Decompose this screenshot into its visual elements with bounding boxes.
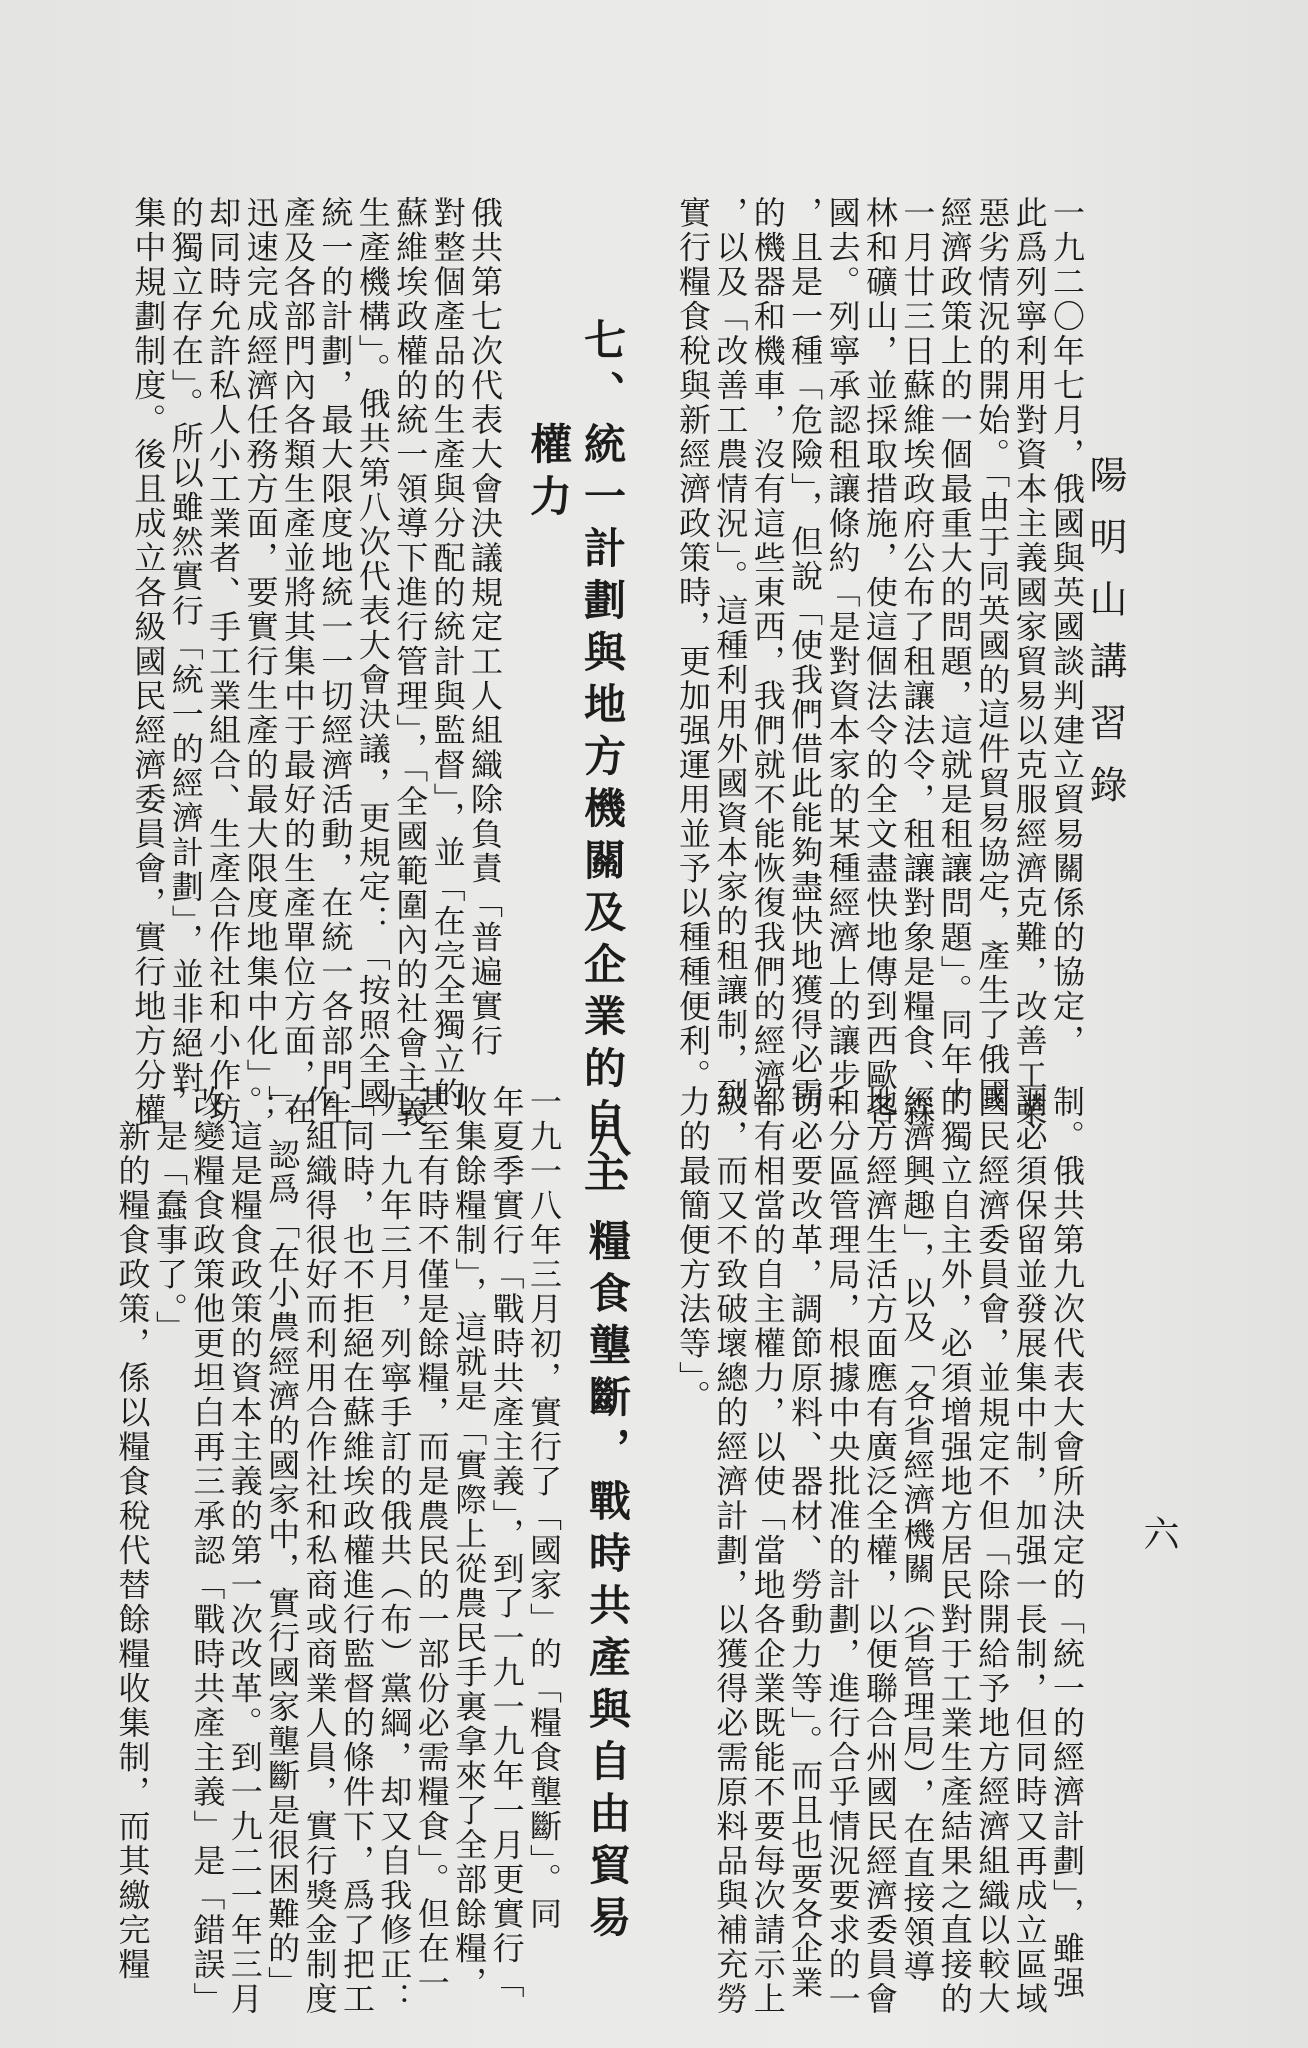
- page-number: 六: [1138, 1515, 1179, 1551]
- section-heading-8: 八、糧食壟斷，戰時共產與自由貿易: [583, 1115, 632, 1947]
- text-block-upper-right: 一九二〇年七月，俄國與英國談判建立貿易關係的協定， 此爲列寧利用對資本主義國家貿易以克服經濟克難，改善工業 惡劣情況的開始。「由于同英國的這件貿易協定，產生了俄國 經濟政策上的一個最重大的問題，這就是租讓問題」。同年十 一月廿三日蘇維埃政府公布了租讓法令，租讓對象是糧食、森 林和礦山，並採取措施，使這個法令的全文盡快地傳到西歐各 國去。列寧承認租讓條約「是對資本家的某種經濟上的讓步」 ，且是一種「危險」，但說「使我們借此能夠盡快地獲得必需 的機器和機車，沒有這些東西，我們就不能恢復我們的經濟」 ，以及「改善工農情況」。這種利用外國資本家的租讓制，到 實行糧食稅與新經濟政策時，更加强運用並予以種種便利。: [673, 196, 1086, 1128]
- text-block-upper-left: 俄共第七次代表大會決議規定工人組織除負責「普遍實行 對整個產品的生產與分配的統計與監督」，並「在完全獨立的 蘇維埃政權的統一領導下進行管理」，「全國範圍內的社會主義 生產機構」。俄共第八次代表大會決議，更規定：「按照全國 統一的計劃，最大限度地統一一切經濟活動，在統一各部門生 產及各部門內各類生產並將其集中于最好的生產單位方面，在 迅速完成經濟任務方面，要實行生產的最大限度地集中化」； 却同時允許私人小工業者、手工業組合、生產合作社和小作坊 的獨立存在」。所以雖然實行「統一的經濟計劃」，並非絕對 集中規劃制度。後且成立各級國民經濟委員會，實行地方分權: [129, 196, 504, 1130]
- text-block-lower-right: 制。俄共第九次代表大會所決定的「統一的經濟計劃」，雖强 調必須保留並發展集中制，加强一長制，但同時又再成立區域 國民經濟委員會，並規定不但「除開給予地方經濟組織以較大 的獨立自主外，必須增强地方居民對于工業生產結果之直接的 經濟興趣」，以及「各省經濟機關（省管理局），在直接領導 地方經濟生活方面應有廣泛全權，以便聯合州國民經濟委員會 和分區管理局，根據中央批准的計劃，進行合乎情況要求的一 切必要改革，調節原料、器材、勞動力等」。而且也要各企業 都有相當的自主權力，以使「當地各企業既能不要每次請示上 級，而又不致破壞總的經濟計劃，以獲得必需原料品與補充勞 力的最簡便方法等」。: [673, 1085, 1086, 2017]
- section-heading-7: 七、統一計劃與地方機關及企業的自主 權力: [524, 318, 627, 1202]
- running-head: 陽明山講習錄: [1083, 455, 1127, 827]
- text-block-lower-left: 一九一八年三月初，實行了「國家」的「糧食壟斷」。同 年夏季實行「戰時共產主義」，到了一九一九年一月更實行「 收集餘糧制」，這就是「實際上從農民手裏拿來了全部餘糧， 甚至有時不僅是餘糧，而是農民的一部份必需糧食」。但在一 九一九年三月，列寧手訂的俄共（布）黨綱，却又自我修正： 「同時，也不拒絕在蘇維埃政權進行監督的條件下，爲了把工 作組織得很好而利用合作社和私商或商業人員，實行獎金制度 」。認爲「在小農經濟的國家中，實行國家壟斷是很困難的」 。這是糧食政策的資本主義的第一次改革。到一九二一年三月 改變糧食政策他更坦白再三承認「戰時共產主義」是「錯誤」 ，是「蠢事了。」 新的糧食政策，係以糧食稅代替餘糧收集制，而其繳完糧: [113, 1085, 563, 2017]
